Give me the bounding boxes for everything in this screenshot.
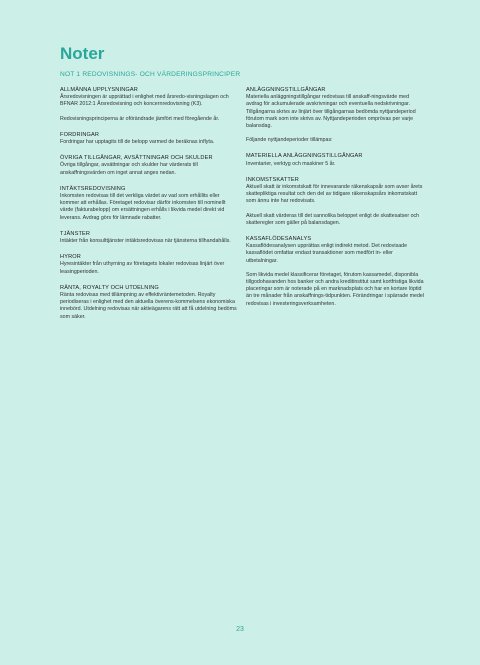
section-paragraph: Fordringar har upptagits till de belopp varmed de beräknas inflyta. [60,139,215,146]
section-heading: TJÄNSTER [60,230,91,237]
section-paragraph: Aktuell skatt värderas till det sannolika beloppet enligt de skattesatser och skatteregler som gäller på balansdagen. [246,212,420,226]
section-paragraph: Inventarier, verktyg och maskiner 5 år. [246,160,336,167]
section-paragraph: Ränta redovisas med tillämpning av effektivräntemetoden. Royalty periodiseras i enlighet med den aktuella överens-kommelsens ekonomiska innebörd. Utdelning redovisas när aktieägarens rätt att få utdelning bedöms som säker. [60,292,237,320]
section-inkomstskatter [246,177,426,227]
page-title: Noter [60,44,105,63]
section-heading: KASSAFLÖDESANALYS [246,236,312,243]
section-materiella-anlaggningstillgangar [246,153,426,167]
section-heading: RÄNTA, ROYALTY OCH UTDELNING [60,284,159,291]
page-number: 23 [236,626,244,633]
section-paragraph: Årsredovisningen är upprättad i enlighet med årsredo-visningslagen och BFNAR 2012:1 Årsredovisning och koncernredovisning (K3). [60,94,229,108]
section-heading: HYROR [60,254,81,261]
section-kassaflodesanalys [246,236,426,308]
section-hyror [60,254,240,276]
section-paragraph: Följande nyttjandeperioder tillämpas: [246,137,333,144]
section-heading: ALLMÄNNA UPPLYSNINGAR [60,87,138,93]
section-paragraph: Som likvida medel klassificerar företaget, förutom kassamedel, disponibla tillgodohavanden hos banker och andra kreditinstitut samt kortfristiga likvida placeringar som är noterade på en marknadsplats och har en kortare löptid än tre månader från anskaffnings-tidpunkten. Förändringar i spärrade medel redovisas i investeringsverksamheten. [246,271,425,307]
section-heading: FORDRINGAR [60,131,100,138]
section-allmanna-upplysningar [60,87,240,123]
section-paragraph: Hyresintäkter från uthyrning av företagets lokaler redovisas linjärt över leasingperioden. [60,261,225,275]
section-paragraph: Inkomsten redovisas till det verkliga värdet av vad som erhållits eller kommer att erhållas. Företaget redovisar därför inkomsten till nominellt värde (fakturabelopp) om ersättningen erhålls i likvida medel direkt vid leverans. Avdrag görs för lämnade rabatter. [60,193,226,221]
section-paragraph: Redovisningsprinciperna är oförändrade jämfört med föregående år. [60,115,220,122]
section-paragraph: Övriga tillgångar, avsättningar och skulder har värderats till anskaffningsvärden om inget annat anges nedan. [60,162,198,176]
section-ovriga-tillgangar [60,155,240,177]
section-heading: MATERIELLA ANLÄGGNINGSTILLGÅNGAR [246,153,363,160]
section-paragraph: Kassaflödesanalysen upprättas enligt indirekt metod. Det redovisade kassaflödet omfattar endast transaktioner som medfört in- eller utbetalningar. [246,243,408,264]
section-fordringar [60,132,240,146]
right-column [246,87,426,317]
section-paragraph: Materiella anläggningstillgångar redovisas till anskaff-ningsvärde med avdrag för ackumulerade avskrivningar och eventuella nedskrivningar. Tillgångarna skrivs av linjärt över tillgångarnas bedömda nyttjandeperiod förutom mark som inte skrivs av. Nyttjandeperioden omprövas per varje balansdag. [246,94,416,130]
section-tjanster [60,231,240,245]
section-heading: ANLÄGGNINGSTILLGÅNGAR [246,87,326,93]
note-subtitle: NOT 1 REDOVISNINGS- OCH VÄRDERINGSPRINCIPER [60,71,241,78]
section-ranta-royalty-utdelning [60,285,240,321]
section-heading: ÖVRIGA TILLGÅNGAR, AVSÄTTNINGAR OCH SKULDER [60,155,213,162]
left-column [60,87,240,330]
section-intaktsredovisning [60,186,240,222]
section-paragraph: Aktuell skatt är inkomstskatt för innevarande räkenskapsår som avser årets skattepliktiga resultat och den del av tidigare räkenskapsårs inkomstskatt som ännu inte har redovisats. [246,184,423,205]
section-anlaggningstillgangar [246,87,426,144]
section-heading: INTÄKTSREDOVISNING [60,185,126,192]
section-paragraph: Intäkter från konsulttjänster intäktsredovisas när tjänsterna tillhandahålls. [60,238,231,245]
section-heading: INKOMSTSKATTER [246,176,299,183]
